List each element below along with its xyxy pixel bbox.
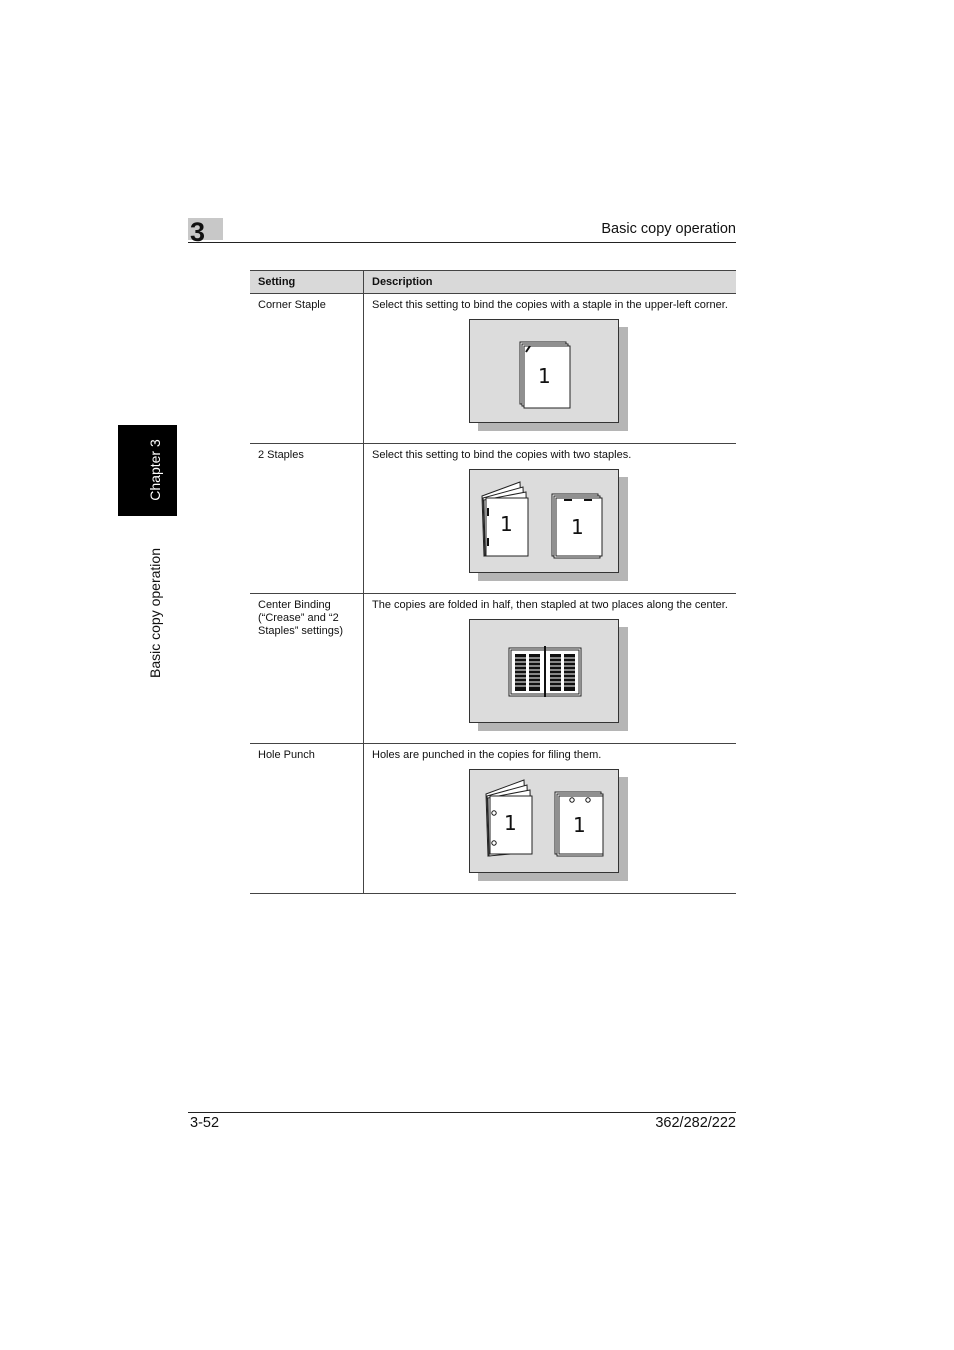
center-binding-drawing bbox=[470, 620, 620, 724]
page-number-label: 1 bbox=[573, 813, 586, 837]
footer-rule bbox=[188, 1112, 736, 1113]
setting-cell: Center Binding (“Crease” and “2 Staples” settings) bbox=[250, 594, 364, 744]
illustration-frame bbox=[469, 469, 619, 573]
table-header-row bbox=[250, 271, 736, 294]
page-number-label: 1 bbox=[538, 364, 551, 388]
table-row bbox=[250, 294, 736, 444]
two-staples-illustration bbox=[469, 469, 619, 573]
setting-cell: 2 Staples bbox=[250, 444, 364, 594]
settings-table bbox=[250, 270, 736, 894]
description-cell bbox=[364, 294, 737, 444]
chapter-tab-label: Chapter 3 bbox=[147, 439, 163, 501]
illustration-frame bbox=[469, 319, 619, 423]
table-row bbox=[250, 594, 736, 744]
header-title: Basic copy operation bbox=[601, 221, 736, 237]
corner-staple-drawing bbox=[470, 320, 620, 424]
header-rule bbox=[188, 242, 736, 243]
center-binding-illustration bbox=[469, 619, 619, 723]
illustration-frame bbox=[469, 769, 619, 873]
column-header-setting: Setting bbox=[250, 271, 364, 294]
setting-cell: Hole Punch bbox=[250, 744, 364, 894]
column-header-description: Description bbox=[364, 271, 737, 294]
side-section-label: Basic copy operation bbox=[147, 548, 163, 678]
two-staples-drawing bbox=[470, 470, 620, 574]
table-row bbox=[250, 744, 736, 894]
illustration-frame bbox=[469, 619, 619, 723]
description-text: Select this setting to bind the copies with two staples. bbox=[372, 449, 632, 461]
description-cell bbox=[364, 744, 737, 894]
corner-staple-illustration bbox=[469, 319, 619, 423]
description-cell bbox=[364, 594, 737, 744]
page-number-label: 1 bbox=[571, 515, 584, 539]
page-number-label: 1 bbox=[504, 811, 517, 835]
description-text: The copies are folded in half, then stapled at two places along the center. bbox=[372, 599, 728, 611]
setting-cell: Corner Staple bbox=[250, 294, 364, 444]
description-cell bbox=[364, 444, 737, 594]
page-number-label: 1 bbox=[500, 512, 513, 536]
footer-page-number: 3-52 bbox=[190, 1115, 220, 1131]
table-row bbox=[250, 444, 736, 594]
description-text: Select this setting to bind the copies with a staple in the upper-left corner. bbox=[372, 299, 728, 311]
hole-punch-illustration bbox=[469, 769, 619, 873]
hole-punch-drawing bbox=[470, 770, 620, 874]
footer-model: 362/282/222 bbox=[655, 1115, 736, 1131]
description-text: Holes are punched in the copies for filing them. bbox=[372, 749, 602, 761]
chapter-number: 3 bbox=[190, 217, 206, 247]
